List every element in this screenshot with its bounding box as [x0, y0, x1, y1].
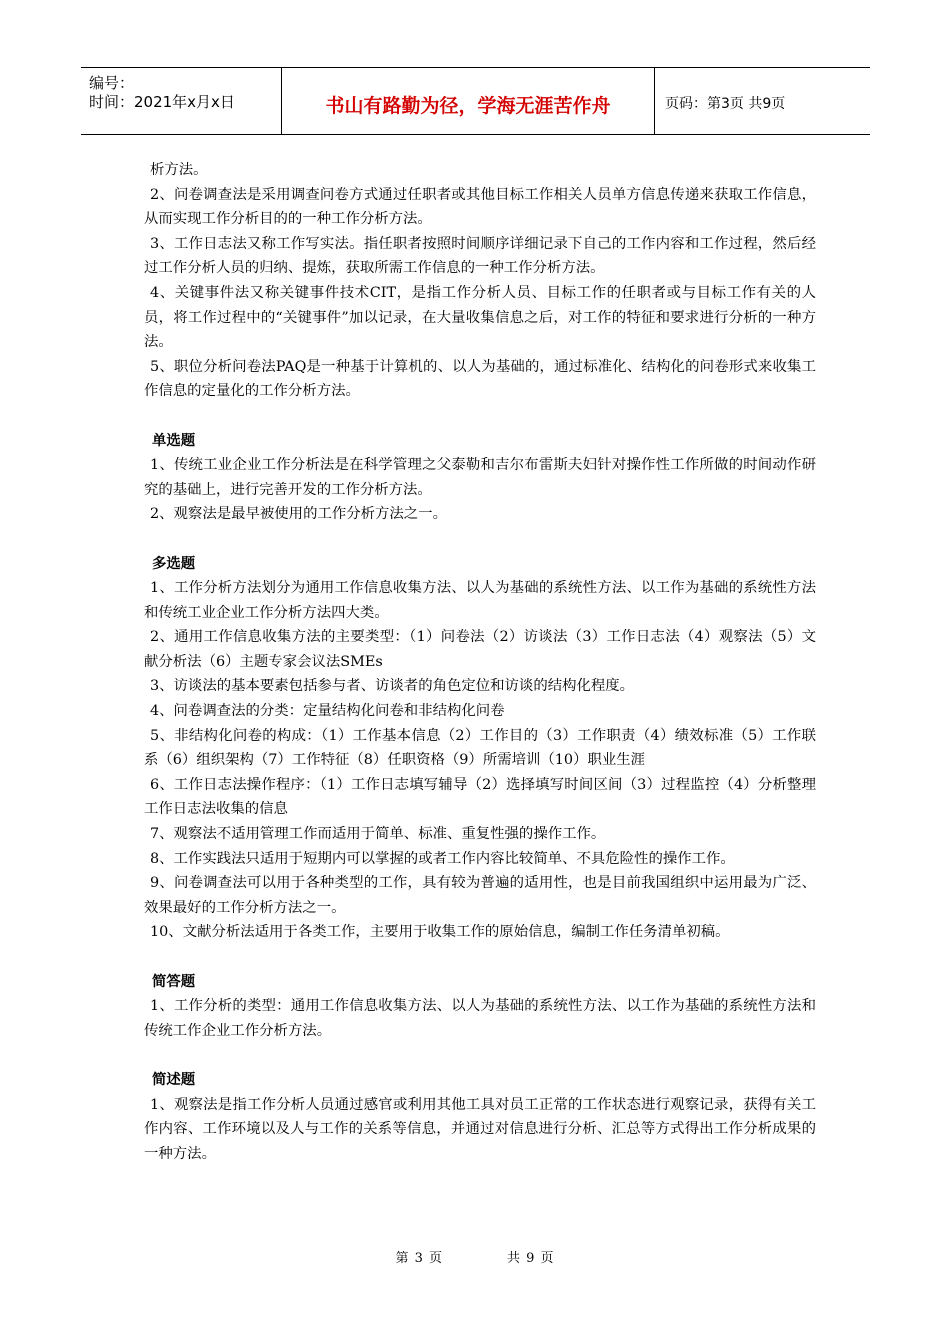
time-label: 时间：2021年x月x日 [89, 93, 235, 111]
paragraph: 3、工作日志法又称工作写实法。指任职者按照时间顺序详细记录下自己的工作内容和工作过程，然后经过工作分析人员的归纳、提炼，获取所需工作信息的一种工作分析方法。 [144, 235, 816, 277]
header-motto: 书山有路勤为径，学海无涯苦作舟 [282, 68, 655, 134]
paragraph: 2、问卷调查法是采用调查问卷方式通过任职者或其他目标工作相关人员单方信息传递来获取工作信息，从而实现工作分析目的的一种工作分析方法。 [144, 186, 816, 228]
paragraph: 1、传统工业企业工作分析法是在科学管理之父泰勒和吉尔布雷斯夫妇针对操作性工作所做的时间动作研究的基础上，进行完善开发的工作分析方法。 [144, 457, 816, 498]
paragraph: 7、观察法不适用管理工作而适用于简单、标准、重复性强的操作工作。 [150, 826, 606, 843]
header-meta [81, 68, 282, 134]
paragraph: 5、非结构化问卷的构成：（1）工作基本信息（2）工作目的（3）工作职责（4）绩效标准（5）工作联系（6）组织架构（7）工作特征（8）任职资格（9）所需培训（10）职业生涯 [144, 727, 816, 769]
page-header [81, 67, 870, 135]
paragraph: 4、问卷调查法的分类：定量结构化问卷和非结构化问卷 [150, 703, 505, 720]
section-heading: 多选题 [152, 554, 196, 572]
paragraph: 析方法。 [150, 162, 208, 178]
paragraph: 8、工作实践法只适用于短期内可以掌握的或者工作内容比较简单、不具危险性的操作工作。 [150, 850, 735, 867]
code-label: 编号： [89, 74, 135, 92]
paragraph: 4、关键事件法又称关键事件技术CIT，是指工作分析人员、目标工作的任职者或与目标工作有关的人员，将工作过程中的“关键事件”加以记录，在大量收集信息之后，对工作的特征和要求进行分析的一种方法。 [144, 284, 816, 351]
paragraph: 2、观察法是最早被使用的工作分析方法之一。 [150, 506, 447, 523]
paragraph: 1、观察法是指工作分析人员通过感官或利用其他工具对员工正常的工作状态进行观察记录，获得有关工作内容、工作环境以及人与工作的关系等信息，并通过对信息进行分析、汇总等方式得出工作分析成果的一种方法。 [144, 1096, 816, 1162]
paragraph: 3、访谈法的基本要素包括参与者、访谈者的角色定位和访谈的结构化程度。 [150, 678, 635, 695]
footer-page: 第 3 页 [395, 1251, 443, 1266]
paragraph: 9、问卷调查法可以用于各种类型的工作，具有较为普遍的适用性，也是目前我国组织中运用最为广泛、效果最好的工作分析方法之一。 [144, 875, 816, 916]
header-page-number: 页码：第3页 共9页 [665, 96, 786, 112]
paragraph: 6、工作日志法操作程序：（1）工作日志填写辅导（2）选择填写时间区间（3）过程监控（4）分析整理工作日志法收集的信息 [144, 776, 816, 818]
paragraph: 1、工作分析方法划分为通用工作信息收集方法、以人为基础的系统性方法、以工作为基础的系统性方法和传统工业企业工作分析方法四大类。 [144, 580, 816, 621]
section-heading: 简答题 [152, 972, 196, 990]
section-heading: 单选题 [152, 431, 196, 449]
section-heading: 简述题 [152, 1070, 196, 1088]
paragraph: 5、职位分析问卷法PAQ是一种基于计算机的、以人为基础的，通过标准化、结构化的问卷形式来收集工作信息的定量化的工作分析方法。 [144, 358, 816, 400]
document-body [144, 158, 816, 1166]
paragraph: 2、通用工作信息收集方法的主要类型：（1）问卷法（2）访谈法（3）工作日志法（4）观察法（5）文献分析法（6）主题专家会议法SMEs [144, 629, 816, 670]
footer-total: 共 9 页 [507, 1251, 555, 1266]
paragraph: 10、文献分析法适用于各类工作，主要用于收集工作的原始信息，编制工作任务清单初稿。 [150, 924, 730, 941]
paragraph: 1、工作分析的类型：通用工作信息收集方法、以人为基础的系统性方法、以工作为基础的系统性方法和传统工作企业工作分析方法。 [144, 998, 816, 1039]
page-footer [0, 1247, 950, 1266]
